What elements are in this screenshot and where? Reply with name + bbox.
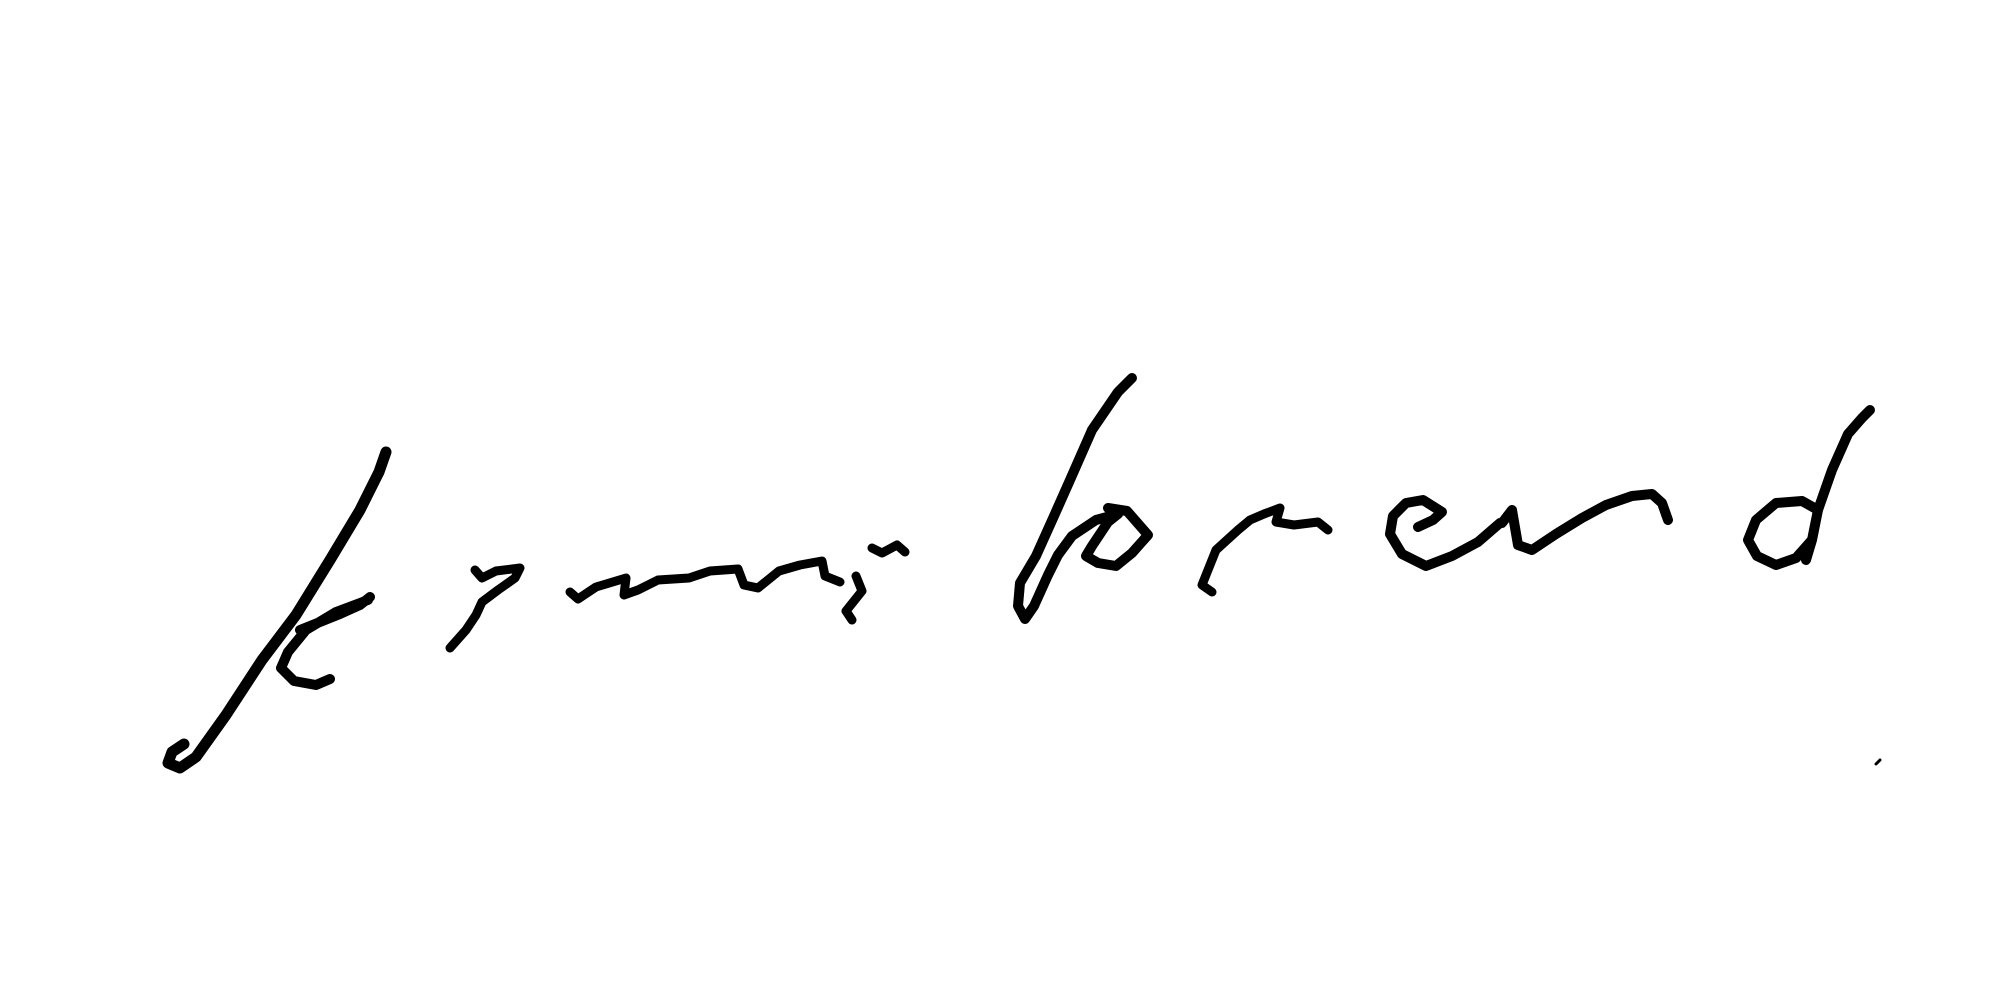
ink-speck <box>1876 760 1880 764</box>
letter-r-first <box>450 568 520 648</box>
first-word <box>168 452 905 768</box>
letter-m <box>570 561 840 599</box>
letter-e <box>1390 500 1500 566</box>
second-word <box>1018 378 1880 764</box>
letter-b <box>1018 378 1148 619</box>
letter-i <box>846 545 905 620</box>
letter-r-second <box>1202 508 1328 592</box>
letter-n <box>1502 494 1668 550</box>
letter-d <box>1748 410 1870 565</box>
